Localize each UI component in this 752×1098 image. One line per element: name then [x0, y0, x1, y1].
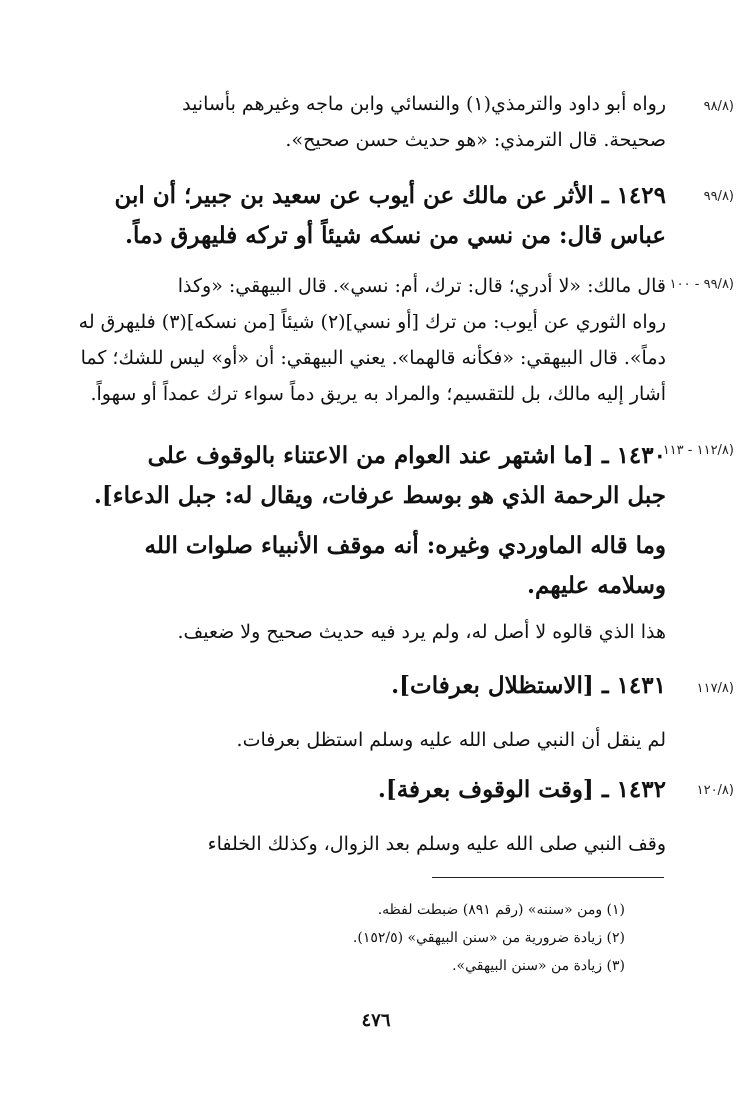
text-line: عباس قال: من نسي من نسكه شيئاً أو تركه فليهرق دماً. — [124, 222, 666, 249]
paragraph — [60, 86, 666, 158]
footnote: (١) ومن «سننه» (رقم ٨٩١) ضبطت لفظه. — [377, 902, 625, 918]
footnote-separator — [432, 877, 664, 878]
margin-reference: (٩٩/٨ - ١٠٠ — [669, 277, 734, 292]
hadith-heading — [60, 176, 666, 256]
text-line: رواه أبو داود والترمذي(١) والنسائي وابن ماجه وغيرهم بأسانيد — [182, 93, 666, 115]
paragraph — [60, 722, 666, 758]
margin-reference: (١١٢/٨ - ١١٣ — [662, 443, 734, 458]
section-heading — [60, 526, 666, 606]
text-line: جبل الرحمة الذي هو بوسط عرفات، ويقال له: جبل الدعاء]. — [93, 482, 666, 509]
text-line: دماً». قال البيهقي: «فكأنه قالهما». يعني البيهقي: أن «أو» ليس للشك؛ كما — [80, 347, 666, 369]
text-line: رواه الثوري عن أيوب: من ترك [أو نسي](٢) شيئاً [من نسكه](٣) فليهرق له — [78, 311, 666, 333]
page-number: ٤٧٦ — [361, 1010, 391, 1031]
paragraph — [60, 826, 666, 862]
margin-reference: (٩٨/٨ — [703, 99, 734, 114]
section-heading — [60, 436, 666, 516]
footnotes — [200, 896, 625, 980]
text-line: ١٤٣٠ ـ [ما اشتهر عند العوام من الاعتناء بالوقوف على — [147, 442, 666, 469]
margin-reference: (٩٩/٨ — [703, 189, 734, 204]
section-heading — [60, 770, 666, 810]
text-line: ١٤٣١ ـ [الاستظلال بعرفات]. — [391, 672, 666, 699]
text-line: أشار إليه مالك، بل للتقسيم؛ والمراد به يريق دماً سواء ترك عمداً أو سهواً. — [90, 383, 666, 405]
text-line: قال مالك: «لا أدري؛ قال: ترك، أم: نسي». قال البيهقي: «وكذا — [177, 275, 666, 297]
paragraph — [60, 614, 666, 650]
text-line: صحيحة. قال الترمذي: «هو حديث حسن صحيح». — [285, 129, 666, 151]
text-line: ١٤٢٩ ـ الأثر عن مالك عن أيوب عن سعيد بن جبير؛ أن ابن — [114, 182, 666, 209]
paragraph — [60, 268, 666, 412]
section-heading — [60, 666, 666, 706]
text-line: ١٤٣٢ ـ [وقت الوقوف بعرفة]. — [377, 776, 666, 803]
margin-reference: (١٢٠/٨ — [696, 783, 734, 798]
footnote: (٣) زيادة من «سنن البيهقي». — [452, 958, 625, 974]
text-line: لم ينقل أن النبي صلى الله عليه وسلم استظل بعرفات. — [236, 729, 666, 751]
margin-reference: (١١٧/٨ — [696, 681, 734, 696]
text-line: وما قاله الماوردي وغيره: أنه موقف الأنبياء صلوات الله — [144, 532, 666, 559]
footnote: (٢) زيادة ضرورية من «سنن البيهقي» (١٥٢/٥). — [352, 930, 625, 946]
text-line: وسلامه عليهم. — [527, 572, 666, 599]
text-line: وقف النبي صلى الله عليه وسلم بعد الزوال، وكذلك الخلفاء — [207, 833, 666, 855]
text-line: هذا الذي قالوه لا أصل له، ولم يرد فيه حديث صحيح ولا ضعيف. — [177, 621, 666, 643]
